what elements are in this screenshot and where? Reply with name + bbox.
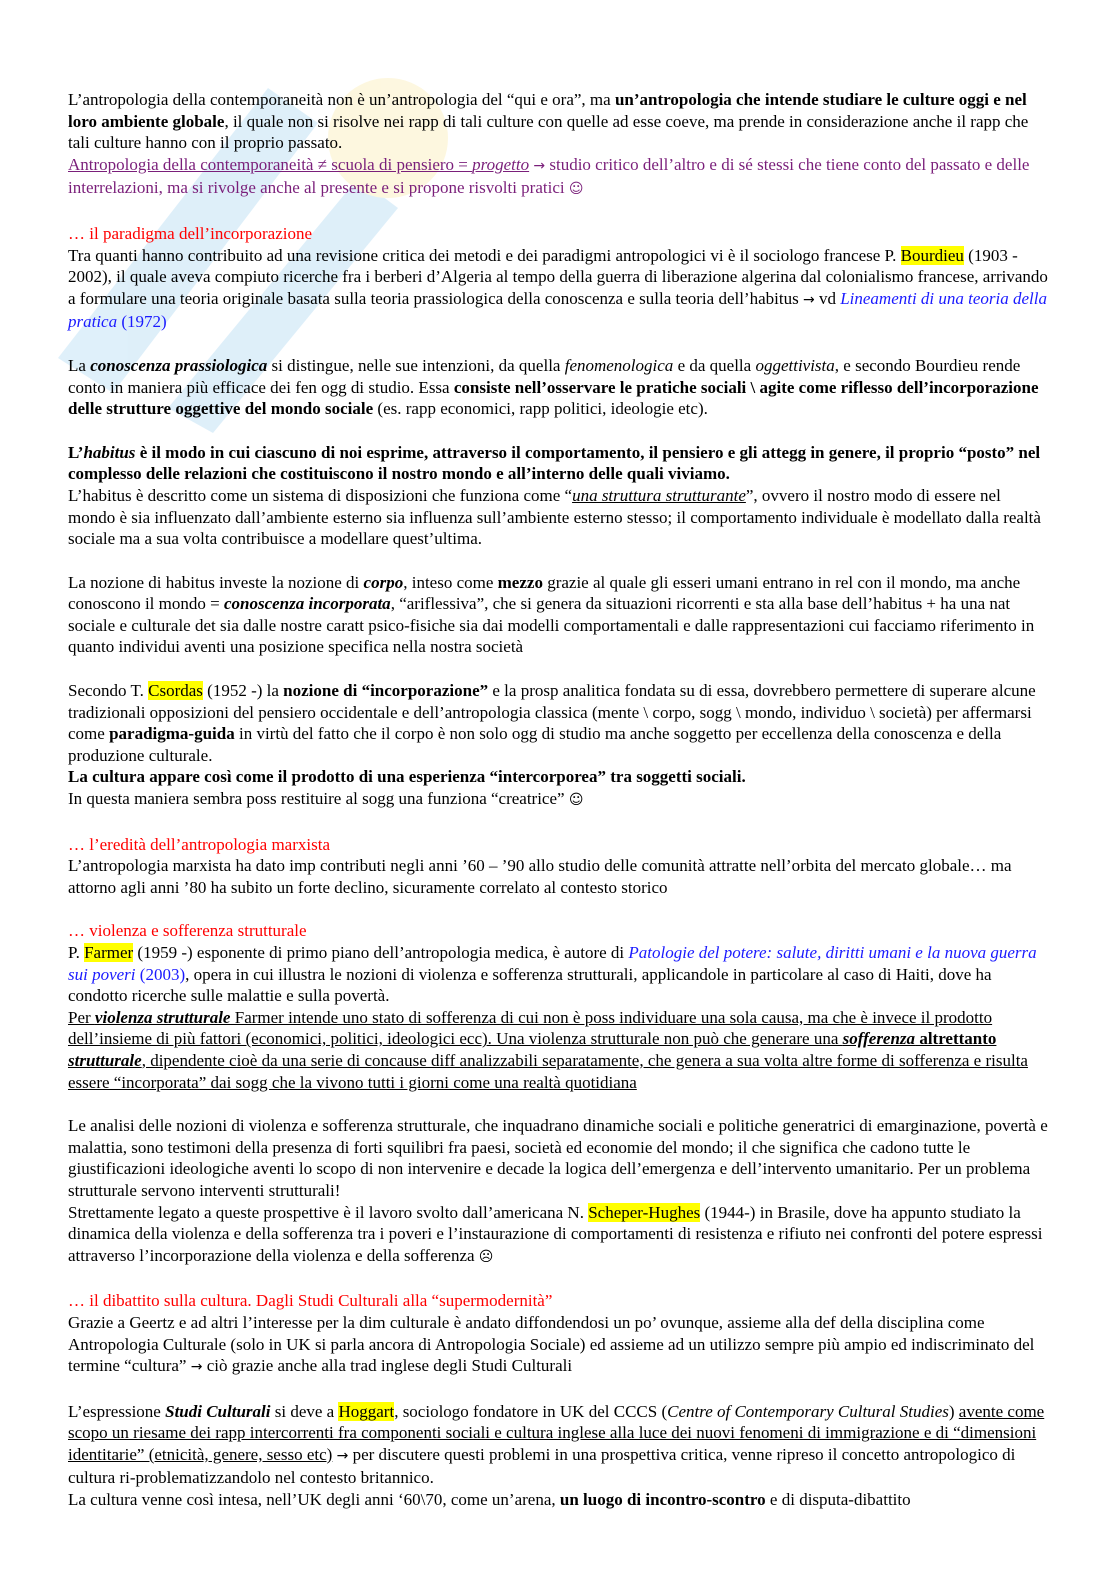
arrow-right-icon: → [802, 291, 815, 308]
paragraph-scheper-hughes: Strettamente legato a queste prospettive è il lavoro svolto dall’americana N. Scheper-Hughes (1944-) in Brasile, dove ha appunto studiato la dinamica della violenza e della sofferenza tra i poveri e l’instaurazione di comportamenti di resistenza e rifiuto nei confronti del potere espressi attraverso l’incorporazione della violenza e della sofferenza ☹ [68, 1202, 1043, 1265]
section-title-violenza: … violenza e sofferenza strutturale [68, 921, 307, 941]
paragraph-farmer: P. Farmer (1959 -) esponente di primo piano dell’antropologia medica, è autore di Patologie del potere: salute, diritti umani e la nuova guerra sui poveri (2003), opera in cui illustra le nozioni di violenza e sofferenza strutturali, applicandole in particolare al caso di Haiti, dove ha condotto ricerche sulle malattie e sulla povertà. [68, 943, 1037, 1006]
paragraph-analisi: Le analisi delle nozioni di violenza e sofferenza strutturale, che inquadrano dinamiche sociali e politiche generatrici di emarginazione, povertà e malattia, sono testimoni della presenza di forti squilibri fra paesi, società ed economie del mondo; il che significa che cadono tutte le giustificazioni ideologiche aventi lo scopo di non intervenire e decade la logica dell’emergenza e dell’intervento umanitario. Per un problema strutturale servono interventi strutturali! [68, 1116, 1048, 1200]
book-title: Patologie del potere: salute, diritti umani e la nuova guerra sui poveri [68, 943, 1037, 984]
paragraph-violenza-strutturale: Per violenza strutturale Farmer intende uno stato di sofferenza di cui non è poss individuare una sola causa, ma che è invece il prodotto dell’insieme di più fattori (economici, politici, ideologici ecc). Una violenza strutturale non può che generare una sofferenza altrettanto strutturale, dipendente cioè da una serie di concause diff analizzabili separatamente, che genera a sua volta altre forme di sofferenza e risulta essere “incorporata” dai sogg che la vivono tutti i giorni come una realtà quotidiana [68, 1007, 1028, 1092]
frown-icon: ☹ [478, 1248, 494, 1265]
paragraph-intro: L’antropologia della contemporaneità non è un’antropologia del “qui e ora”, ma un’antropologia che intende studiare le culture oggi e nel loro ambiente globale, il quale non si risolve nei rapp di tali culture con quelle ad esse coeve, ma prende in considerazione anche il rapp che tali culture hanno con il proprio passato. [68, 90, 1029, 153]
arrow-right-icon: → [190, 1359, 203, 1376]
paragraph-creatrice: In questa maniera sembra poss restituire al sogg una funziona “creatrice” ☺ [68, 789, 584, 809]
arrow-right-icon: → [533, 157, 546, 174]
paragraph-bourdieu: Tra quanti hanno contribuito ad una revisione critica dei metodi e dei paradigmi antropologici vi è il sociologo francese P. Bourdieu (1903 - 2002), il quale aveva compiuto ricerche fra i berberi d’Algeria al tempo della guerra di liberazione algerina dal colonialismo francese, arrivando a formulare una teoria originale basata sulla teoria prassiologica della conoscenza e sulla teoria dell’habitus → vd Lineamenti di una teoria della pratica (1972) [68, 245, 1048, 332]
paragraph-habitus-def: L’habitus è il modo in cui ciascuno di noi esprime, attraverso il comportamento, il pensiero e gli attegg in genere, il proprio “posto” nel complesso delle relazioni che costituiscono il nostro mondo e all’interno delle quali viviamo. [68, 442, 1041, 484]
smiley-icon: ☺ [568, 181, 584, 198]
paragraph-cultura-intercorporea: La cultura appare così come il prodotto di una esperienza “intercorporea” tra soggetti sociali. [68, 767, 746, 787]
section-title-incorporazione: … il paradigma dell’incorporazione [68, 223, 313, 243]
paragraph-arena: La cultura venne così intesa, nell’UK degli anni ‘60\70, come un’arena, un luogo di incontro-scontro e di disputa-dibattito [68, 1490, 911, 1510]
highlight-name: Farmer [84, 943, 134, 962]
book-title: Lineamenti di una teoria della pratica [68, 288, 1048, 332]
highlight-name: Bourdieu [900, 245, 964, 265]
highlight-name: Csordas [148, 681, 203, 701]
arrow-right-icon: → [336, 1447, 349, 1464]
paragraph-geertz: Grazie a Geertz e ad altri l’interesse per la dim culturale è andato diffondendosi un po’ ovunque, assieme alla def della disciplina come Antropologia Culturale (solo in UK si parla ancora di Antropologia Sociale) ed assieme ad un utilizzo sempre più ampio ed indiscriminato del termine “cultura” → ciò grazie anche alla trad inglese degli Studi Culturali [68, 1312, 1035, 1376]
paragraph-definition: Antropologia della contemporaneità ≠ scuola di pensiero = progetto → studio critico dell’altro e di sé stessi che tiene conto del passato e delle interrelazioni, ma si rivolge anche al presente e si propone risvolti pratici ☺ [68, 154, 1030, 198]
smiley-icon: ☺ [568, 792, 584, 809]
paragraph-marxista: L’antropologia marxista ha dato imp contributi negli anni ’60 – ’90 allo studio delle comunità attratte nell’orbita del mercato globale… ma attorno agli anni ’80 ha subito un forte declino, sicuramente correlato al contesto storico [68, 856, 1012, 897]
document-page [68, 89, 1048, 1511]
paragraph-corpo: La nozione di habitus investe la nozione di corpo, inteso come mezzo grazie al quale gli esseri umani entrano in rel con il mondo, ma anche conoscono il mondo = conoscenza incorporata, “ariflessiva”, che si genera da situazioni ricorrenti e sta alla base dell’habitus + ha una nat sociale e culturale det sia dalle nostre caratt psico-fisiche sia dai modelli comportamentali e dalle rappresentazioni cui facciamo riferimento in quanto individui aventi una posizione specifica nella nostra società [68, 572, 1035, 657]
highlight-name: Scheper-Hughes [588, 1202, 701, 1222]
paragraph-habitus-struttura: L’habitus è descritto come un sistema di disposizioni che funziona come “una struttura strutturante”, ovvero il nostro modo di essere nel mondo è sia influenzato dall’ambiente esterno sia influenza sull’ambiente esterno stesso; il comportamento individuale è modellato dalla realtà sociale ma a sua volta contribuisce a modellare quest’ultima. [68, 485, 1041, 549]
section-title-cultura: … il dibattito sulla cultura. Dagli Studi Culturali alla “supermodernità” [68, 1291, 553, 1311]
paragraph-csordas: Secondo T. Csordas (1952 -) la nozione di “incorporazione” e la prosp analitica fondata su di essa, dovrebbero permettere di superare alcune tradizionali opposizioni del pensiero occidentale e dell’antropologia classica (mente \ corpo, sogg \ mondo, individuo \ società) per affermarsi come paradigma-guida in virtù del fatto che il corpo è non solo ogg di studio ma anche soggetto per eccellenza della conoscenza e della produzione culturale. [68, 681, 1036, 765]
paragraph-prassiologica: La conoscenza prassiologica si distingue, nelle sue intenzioni, da quella fenomenologica e da quella oggettivista, e secondo Bourdieu rende conto in maniera più efficace dei fen ogg di studio. Essa consiste nell’osservare le pratiche sociali \ agite come riflesso dell’incorporazione delle strutture oggettive del mondo sociale (es. rapp economici, rapp politici, ideologie etc). [68, 355, 1039, 419]
highlight-name: Hoggart [338, 1401, 395, 1421]
paragraph-hoggart: L’espressione Studi Culturali si deve a Hoggart, sociologo fondatore in UK del CCCS (Centre of Contemporary Cultural Studies) avente come scopo un riesame dei rapp intercorrenti fra componenti sociali e cultura inglese alla luce dei nuovi fenomeni di immigrazione e di “dimensioni identitarie” (etnicità, genere, sesso etc) → per discutere questi problemi in una prospettiva critica, venne ripreso il concetto antropologico di cultura ri-problematizzandolo nel contesto britannico. [68, 1401, 1045, 1488]
section-title-marxista: … l’eredità dell’antropologia marxista [68, 834, 330, 854]
